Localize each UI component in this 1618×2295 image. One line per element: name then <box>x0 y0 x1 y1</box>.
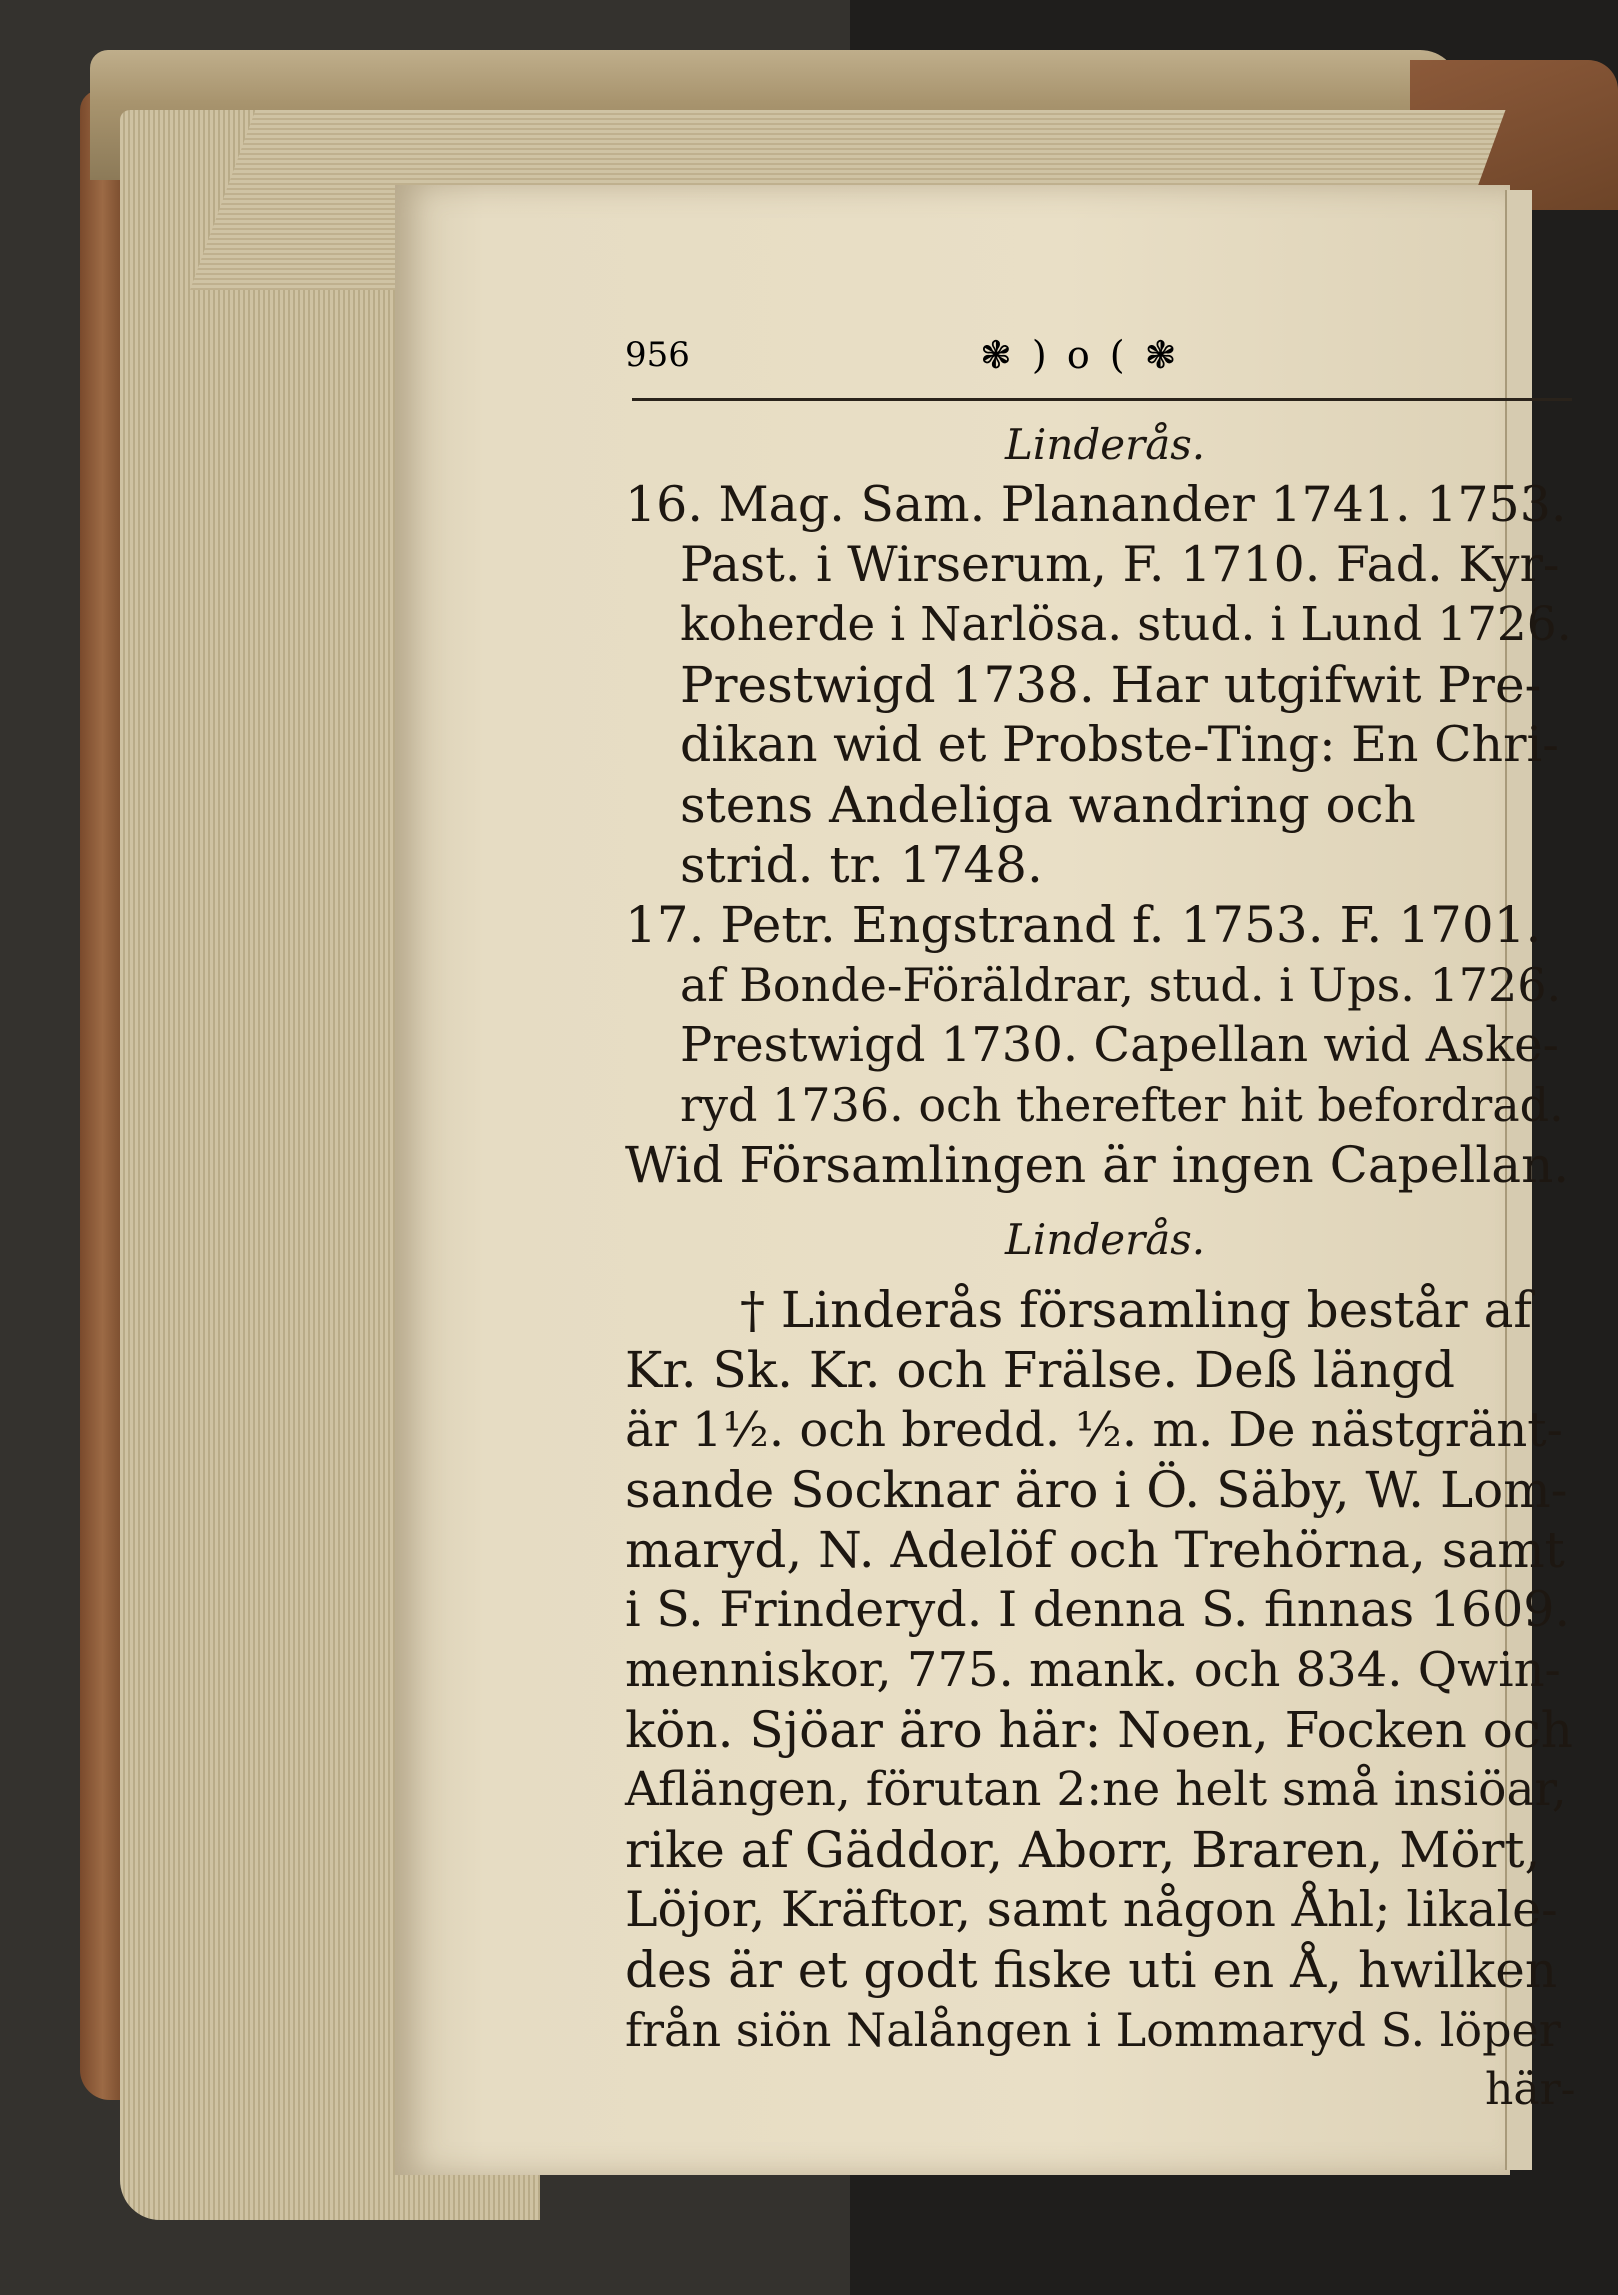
text-line: des är et godt fiske uti en Å, hwilken <box>625 1941 1558 1999</box>
running-header <box>625 335 1570 395</box>
text-line: Aflängen, förutan 2:ne helt små insiöar, <box>625 1762 1567 1817</box>
header-ornament: ❃ ) o ( ❃ <box>980 333 1181 377</box>
section-heading: Linderås. <box>1005 1215 1206 1264</box>
text-line: Wid Församlingen är ingen Capellan. <box>625 1136 1570 1194</box>
text-line: 17. Petr. Engstrand f. 1753. F. 1701. <box>625 896 1542 954</box>
text-line: rike af Gäddor, Aborr, Braren, Mört, <box>625 1821 1541 1879</box>
text-line: i S. Frinderyd. I denna S. finnas 1609. <box>625 1581 1571 1638</box>
text-line: Löjor, Kräftor, samt någon Åhl; likale- <box>625 1881 1558 1938</box>
text-line: från siön Nalången i Lommaryd S. löper <box>625 2003 1561 2057</box>
text-line: sande Socknar äro i Ö. Säby, W. Lom- <box>625 1461 1568 1519</box>
text-line: ryd 1736. och therefter hit befordrad. <box>680 1078 1564 1132</box>
text-line: är 1½. och bredd. ½. m. De nästgränt- <box>625 1402 1563 1458</box>
text-line: † Linderås församling består af <box>740 1281 1532 1339</box>
text-line: Prestwigd 1730. Capellan wid Aske- <box>680 1017 1559 1073</box>
catchword: här- <box>1485 2064 1576 2115</box>
text-line: Kr. Sk. Kr. och Frälse. Deß längd <box>625 1341 1456 1399</box>
text-line: strid. tr. 1748. <box>680 836 1043 894</box>
text-line: af Bonde-Föräldrar, stud. i Ups. 1726. <box>680 958 1562 1012</box>
text-line: 16. Mag. Sam. Planander 1741. 1753. <box>625 476 1567 533</box>
text-line: stens Andeliga wandring och <box>680 776 1416 834</box>
text-line: kön. Sjöar äro här: Noen, Focken och <box>625 1701 1573 1759</box>
text-line: Past. i Wirserum, F. 1710. Fad. Kyr- <box>680 536 1560 593</box>
text-line: koherde i Narlösa. stud. i Lund 1726. <box>680 597 1572 652</box>
text-line: menniskor, 775. mank. och 834. Qwin- <box>625 1642 1561 1698</box>
page-number: 956 <box>625 335 690 375</box>
text-line: Prestwigd 1738. Har utgifwit Pre- <box>680 656 1542 714</box>
header-rule <box>632 398 1572 401</box>
section-heading: Linderås. <box>1005 420 1206 469</box>
text-line: maryd, N. Adelöf och Trehörna, samt <box>625 1521 1565 1579</box>
text-line: dikan wid et Probste-Ting: En Chri- <box>680 716 1559 773</box>
